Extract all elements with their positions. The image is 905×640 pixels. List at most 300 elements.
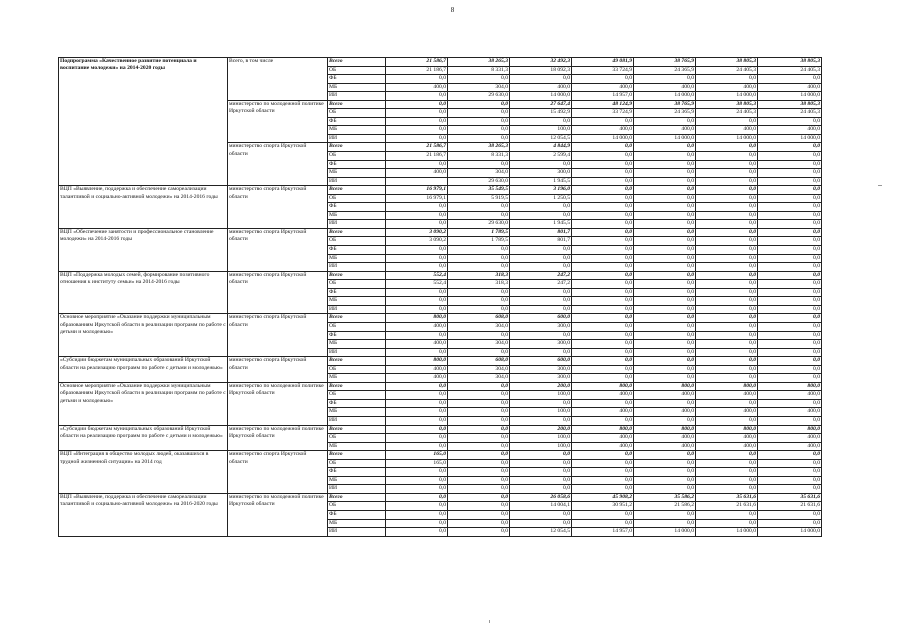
amount-cell: 8 331,3 (448, 66, 510, 75)
amount-cell: 0,0 (758, 160, 822, 169)
amount-cell: 0,0 (758, 510, 822, 519)
amount-cell: 0,0 (758, 246, 822, 255)
amount-cell: 0,0 (386, 160, 448, 169)
amount-cell: 1 250,5 (510, 194, 572, 203)
amount-cell: 300,0 (510, 169, 572, 178)
amount-cell: 0,0 (634, 374, 696, 383)
amount-cell: 0,0 (572, 237, 634, 246)
amount-cell: 14 000,0 (758, 134, 822, 143)
amount-cell: 300,0 (510, 322, 572, 331)
amount-cell: 38 805,3 (758, 100, 822, 109)
amount-cell: 0,0 (696, 340, 758, 349)
table-row (59, 271, 822, 280)
amount-cell: 400,0 (572, 126, 634, 135)
funding-source-cell: МБ (328, 211, 386, 220)
amount-cell: 0,0 (386, 391, 448, 400)
amount-cell: 100,0 (510, 391, 572, 400)
amount-cell: 800,0 (386, 357, 448, 366)
amount-cell: 21 186,7 (386, 152, 448, 161)
amount-cell: 45 908,2 (572, 493, 634, 502)
amount-cell: 0,0 (386, 416, 448, 425)
amount-cell: 0,0 (634, 280, 696, 289)
amount-cell: 0,0 (572, 451, 634, 460)
amount-cell: 14 000,0 (696, 92, 758, 101)
amount-cell: 0,0 (696, 160, 758, 169)
amount-cell: 0,0 (572, 186, 634, 195)
amount-cell: 0,0 (448, 134, 510, 143)
amount-cell: 0,0 (634, 211, 696, 220)
amount-cell: 0,0 (510, 117, 572, 126)
amount-cell: 24 405,3 (758, 109, 822, 118)
amount-cell: 0,0 (510, 75, 572, 84)
amount-cell: 0,0 (634, 357, 696, 366)
amount-cell: 0,0 (448, 100, 510, 109)
amount-cell: 0,0 (386, 348, 448, 357)
amount-cell: 318,3 (448, 280, 510, 289)
amount-cell: 0,0 (634, 169, 696, 178)
amount-cell: 400,0 (572, 442, 634, 451)
amount-cell: 0,0 (386, 211, 448, 220)
amount-cell: 0,0 (510, 399, 572, 408)
amount-cell: 0,0 (510, 348, 572, 357)
funding-source-cell: ФБ (328, 468, 386, 477)
amount-cell: 800,0 (696, 382, 758, 391)
amount-cell: 0,0 (386, 288, 448, 297)
amount-cell: 0,0 (510, 254, 572, 263)
amount-cell: 0,0 (386, 399, 448, 408)
amount-cell: 0,0 (758, 519, 822, 528)
amount-cell: 0,0 (386, 382, 448, 391)
amount-cell: 0,0 (510, 468, 572, 477)
funding-source-cell: МБ (328, 126, 386, 135)
amount-cell: 0,0 (510, 451, 572, 460)
amount-cell: 14 957,0 (572, 528, 634, 537)
amount-cell: 0,0 (448, 126, 510, 135)
amount-cell: 0,0 (696, 416, 758, 425)
amount-cell: 21 586,7 (386, 58, 448, 67)
amount-cell: 0,0 (386, 485, 448, 494)
amount-cell: 0,0 (386, 254, 448, 263)
program-name-cell: ВЦП «Поддержка молодых семей, формирование позитивного отношения к институту семьи» на 2014-2016 годы (59, 271, 228, 314)
amount-cell: 0,0 (758, 357, 822, 366)
table-row (59, 493, 822, 502)
amount-cell: 0,0 (634, 288, 696, 297)
table-row (59, 58, 822, 67)
amount-cell: 0,0 (696, 348, 758, 357)
funding-source-cell: Всего (328, 143, 386, 152)
funding-source-cell: МБ (328, 297, 386, 306)
funding-source-cell: Всего (328, 100, 386, 109)
funding-source-cell: ИИ (328, 416, 386, 425)
amount-cell: 0,0 (386, 408, 448, 417)
amount-cell: 0,0 (696, 177, 758, 186)
executor-cell: министерство по молодежной политике Иркутской области (228, 493, 328, 536)
amount-cell: 400,0 (758, 408, 822, 417)
funding-source-cell: ОБ (328, 459, 386, 468)
executor-cell: министерство спорта Иркутской области (228, 451, 328, 494)
amount-cell: 0,0 (386, 425, 448, 434)
amount-cell: 0,0 (696, 322, 758, 331)
amount-cell: 0,0 (510, 305, 572, 314)
amount-cell: 0,0 (758, 288, 822, 297)
amount-cell: 0,0 (448, 382, 510, 391)
amount-cell: 0,0 (758, 297, 822, 306)
amount-cell: 0,0 (696, 280, 758, 289)
amount-cell: 0,0 (448, 246, 510, 255)
amount-cell: 0,0 (448, 305, 510, 314)
amount-cell: 165,0 (386, 451, 448, 460)
amount-cell: 0,0 (696, 220, 758, 229)
amount-cell: 400,0 (386, 169, 448, 178)
amount-cell: 0,0 (386, 510, 448, 519)
amount-cell: 800,0 (572, 425, 634, 434)
amount-cell: 0,0 (696, 211, 758, 220)
program-name-cell: Основное мероприятие «Оказание поддержки муниципальным образованиям Иркутской области в реализации программ по работе с детьми и молодежью» (59, 314, 228, 357)
amount-cell: 0,0 (572, 177, 634, 186)
amount-cell: 29 630,0 (448, 177, 510, 186)
amount-cell: 801,7 (510, 237, 572, 246)
amount-cell: 0,0 (572, 314, 634, 323)
amount-cell: 0,0 (634, 143, 696, 152)
amount-cell: 0,0 (634, 152, 696, 161)
amount-cell: 400,0 (634, 391, 696, 400)
executor-cell: Всего, в том числе (228, 58, 328, 101)
table-row (59, 357, 822, 366)
amount-cell: 0,0 (448, 75, 510, 84)
amount-cell: 14 000,0 (572, 134, 634, 143)
amount-cell: 14 000,0 (696, 528, 758, 537)
funding-source-cell: Всего (328, 493, 386, 502)
amount-cell: 800,0 (386, 314, 448, 323)
amount-cell: 0,0 (634, 177, 696, 186)
amount-cell: 100,0 (510, 126, 572, 135)
funding-source-cell: ИИ (328, 92, 386, 101)
amount-cell: 0,0 (758, 228, 822, 237)
amount-cell: 0,0 (696, 485, 758, 494)
amount-cell: 0,0 (510, 476, 572, 485)
amount-cell: 0,0 (696, 288, 758, 297)
amount-cell: 800,0 (696, 425, 758, 434)
amount-cell: 0,0 (758, 263, 822, 272)
funding-source-cell: Всего (328, 451, 386, 460)
amount-cell: 5 919,5 (448, 194, 510, 203)
amount-cell: 0,0 (572, 160, 634, 169)
executor-cell: министерство по молодежной политике Иркутской области (228, 382, 328, 425)
amount-cell: 0,0 (696, 331, 758, 340)
amount-cell: 33 724,9 (572, 66, 634, 75)
amount-cell: 0,0 (510, 510, 572, 519)
funding-source-cell: ОБ (328, 391, 386, 400)
amount-cell: 24 405,3 (758, 66, 822, 75)
amount-cell: 400,0 (634, 434, 696, 443)
amount-cell: 0,0 (572, 203, 634, 212)
amount-cell: 0,0 (634, 416, 696, 425)
amount-cell: 0,0 (696, 314, 758, 323)
amount-cell: 304,0 (448, 83, 510, 92)
amount-cell: 24 365,9 (634, 109, 696, 118)
amount-cell: 0,0 (572, 322, 634, 331)
amount-cell: 304,0 (448, 322, 510, 331)
funding-source-cell: ФБ (328, 288, 386, 297)
amount-cell: 0,0 (572, 220, 634, 229)
funding-source-cell: ФБ (328, 399, 386, 408)
amount-cell: 400,0 (696, 126, 758, 135)
funding-source-cell: МБ (328, 519, 386, 528)
amount-cell: 21 586,2 (634, 502, 696, 511)
amount-cell: 0,0 (634, 476, 696, 485)
program-name-cell: Основное мероприятие «Оказание поддержки муниципальным образованиям Иркутской области в реализации программ по работе с детьми и молодежью» (59, 382, 228, 425)
amount-cell: 0,0 (448, 519, 510, 528)
amount-cell: 38 265,3 (448, 143, 510, 152)
amount-cell: 0,0 (758, 476, 822, 485)
amount-cell: 0,0 (634, 254, 696, 263)
amount-cell: 200,0 (510, 425, 572, 434)
amount-cell: 38 265,3 (448, 58, 510, 67)
amount-cell: 38 805,3 (696, 100, 758, 109)
amount-cell: 38 805,3 (696, 58, 758, 67)
amount-cell: 0,0 (696, 228, 758, 237)
funding-source-cell: ОБ (328, 194, 386, 203)
amount-cell: 0,0 (758, 211, 822, 220)
amount-cell: 0,0 (386, 297, 448, 306)
amount-cell: 400,0 (634, 126, 696, 135)
amount-cell: 0,0 (634, 322, 696, 331)
page-number: 8 (450, 6, 455, 14)
program-name-cell: ВЦП «Выявление, поддержка и обеспечение самореализации талантливой и социально-активной молодежи» на 2014-2016 годы (59, 186, 228, 229)
amount-cell: 27 647,4 (510, 100, 572, 109)
amount-cell: 0,0 (696, 297, 758, 306)
funding-source-cell: ОБ (328, 152, 386, 161)
amount-cell: 0,0 (696, 237, 758, 246)
funding-source-cell: ФБ (328, 203, 386, 212)
amount-cell: 0,0 (758, 254, 822, 263)
amount-cell: 0,0 (758, 271, 822, 280)
amount-cell: 0,0 (696, 271, 758, 280)
amount-cell: 0,0 (510, 246, 572, 255)
funding-source-cell: ОБ (328, 434, 386, 443)
amount-cell: 0,0 (696, 203, 758, 212)
table-row (59, 382, 822, 391)
funding-source-cell: МБ (328, 169, 386, 178)
amount-cell: 0,0 (758, 348, 822, 357)
amount-cell: 0,0 (448, 408, 510, 417)
funding-source-cell: МБ (328, 340, 386, 349)
amount-cell: 14 004,1 (510, 502, 572, 511)
amount-cell: 800,0 (758, 425, 822, 434)
amount-cell: 247,2 (510, 271, 572, 280)
amount-cell: 16 979,1 (386, 194, 448, 203)
funding-source-cell: Всего (328, 228, 386, 237)
funding-source-cell: ФБ (328, 246, 386, 255)
scan-mark (878, 185, 882, 186)
amount-cell: 0,0 (758, 459, 822, 468)
amount-cell: 12 054,5 (510, 528, 572, 537)
amount-cell: 165,0 (386, 459, 448, 468)
amount-cell: 0,0 (448, 288, 510, 297)
amount-cell: 38 765,9 (634, 100, 696, 109)
amount-cell: 0,0 (634, 331, 696, 340)
amount-cell: 0,0 (634, 117, 696, 126)
amount-cell: 49 081,9 (572, 58, 634, 67)
amount-cell: 0,0 (448, 468, 510, 477)
amount-cell: 0,0 (758, 237, 822, 246)
amount-cell: 0,0 (696, 169, 758, 178)
amount-cell: 0,0 (448, 211, 510, 220)
funding-source-cell: ФБ (328, 117, 386, 126)
amount-cell: 0,0 (758, 143, 822, 152)
amount-cell: 0,0 (634, 228, 696, 237)
amount-cell: 801,7 (510, 228, 572, 237)
funding-source-cell: ИИ (328, 177, 386, 186)
amount-cell: 0,0 (634, 220, 696, 229)
amount-cell: 0,0 (634, 485, 696, 494)
amount-cell: 400,0 (634, 408, 696, 417)
amount-cell: 0,0 (696, 186, 758, 195)
amount-cell: 0,0 (448, 331, 510, 340)
amount-cell: 0,0 (634, 399, 696, 408)
amount-cell: 0,0 (572, 75, 634, 84)
amount-cell: 0,0 (510, 288, 572, 297)
amount-cell: 304,0 (448, 365, 510, 374)
amount-cell: 0,0 (572, 459, 634, 468)
amount-cell: 0,0 (448, 203, 510, 212)
amount-cell: 0,0 (448, 254, 510, 263)
amount-cell: 0,0 (696, 194, 758, 203)
amount-cell: 16 979,1 (386, 186, 448, 195)
amount-cell: 0,0 (758, 374, 822, 383)
amount-cell: 600,0 (510, 357, 572, 366)
funding-source-cell: ИИ (328, 348, 386, 357)
funding-source-cell: ОБ (328, 365, 386, 374)
amount-cell: 0,0 (758, 194, 822, 203)
funding-source-cell: Всего (328, 314, 386, 323)
amount-cell: 35 631,6 (696, 493, 758, 502)
executor-cell: министерство спорта Иркутской области (228, 186, 328, 229)
amount-cell: 0,0 (572, 211, 634, 220)
funding-source-cell: ИИ (328, 305, 386, 314)
amount-cell: 0,0 (758, 485, 822, 494)
amount-cell: 0,0 (448, 434, 510, 443)
amount-cell: 0,0 (448, 109, 510, 118)
amount-cell: 1 945,5 (510, 220, 572, 229)
amount-cell: 0,0 (510, 459, 572, 468)
amount-cell: 0,0 (386, 220, 448, 229)
funding-source-cell: МБ (328, 254, 386, 263)
amount-cell: 30 951,2 (572, 502, 634, 511)
amount-cell: 0,0 (386, 493, 448, 502)
amount-cell: 0,0 (634, 271, 696, 280)
amount-cell: 0,0 (386, 476, 448, 485)
amount-cell: 35 631,6 (758, 493, 822, 502)
amount-cell: 0,0 (572, 357, 634, 366)
amount-cell: 14 000,0 (758, 92, 822, 101)
funding-source-cell: ОБ (328, 66, 386, 75)
funding-source-cell: МБ (328, 83, 386, 92)
amount-cell: 24 405,3 (696, 109, 758, 118)
amount-cell: 0,0 (758, 365, 822, 374)
amount-cell: 0,0 (386, 134, 448, 143)
executor-cell: министерство спорта Иркутской области (228, 143, 328, 186)
amount-cell: 400,0 (634, 442, 696, 451)
amount-cell: 21 186,7 (386, 66, 448, 75)
amount-cell: 0,0 (572, 305, 634, 314)
table-row (59, 186, 822, 195)
amount-cell: 800,0 (634, 425, 696, 434)
amount-cell: 800,0 (758, 382, 822, 391)
amount-cell: 0,0 (758, 186, 822, 195)
funding-source-cell: ФБ (328, 160, 386, 169)
amount-cell: 0,0 (448, 391, 510, 400)
amount-cell: 0,0 (448, 451, 510, 460)
amount-cell: 24 365,9 (634, 66, 696, 75)
amount-cell: 400,0 (634, 83, 696, 92)
amount-cell: 300,0 (510, 340, 572, 349)
amount-cell: 0,0 (448, 297, 510, 306)
amount-cell: 48 124,9 (572, 100, 634, 109)
amount-cell: 2 599,4 (510, 152, 572, 161)
amount-cell: 0,0 (696, 399, 758, 408)
amount-cell: 0,0 (758, 169, 822, 178)
amount-cell: 0,0 (448, 425, 510, 434)
amount-cell: 0,0 (572, 365, 634, 374)
amount-cell: 1 789,5 (448, 237, 510, 246)
amount-cell: 0,0 (448, 442, 510, 451)
amount-cell: 0,0 (572, 117, 634, 126)
amount-cell: 0,0 (572, 468, 634, 477)
funding-source-cell: ИИ (328, 220, 386, 229)
amount-cell: 318,3 (448, 271, 510, 280)
amount-cell: 0,0 (386, 75, 448, 84)
program-name-cell: «Субсидии бюджетам муниципальных образований Иркутской области на реализацию программ по работе с детьми и молодежью» (59, 357, 228, 383)
table-row (59, 451, 822, 460)
program-name-cell: Подпрограмма «Качественное развитие потенциала и воспитание молодежи» на 2014-2020 годы (59, 58, 228, 186)
amount-cell: 0,0 (448, 485, 510, 494)
amount-cell: 400,0 (758, 442, 822, 451)
amount-cell: 0,0 (758, 314, 822, 323)
funding-source-cell: ОБ (328, 322, 386, 331)
program-name-cell: ВЦП «Интеграция в общество молодых людей, оказавшихся в трудной жизненной ситуации» на 2014 год (59, 451, 228, 494)
amount-cell: 8 331,3 (448, 152, 510, 161)
amount-cell: 32 492,3 (510, 58, 572, 67)
amount-cell: 0,0 (758, 305, 822, 314)
amount-cell: 0,0 (448, 476, 510, 485)
program-name-cell: «Субсидии бюджетам муниципальных образований Иркутской области на реализацию программ по работе с детьми и молодежью» (59, 425, 228, 451)
funding-source-cell: ФБ (328, 510, 386, 519)
funding-source-cell: ОБ (328, 237, 386, 246)
amount-cell: 35 586,2 (634, 493, 696, 502)
amount-cell: 0,0 (572, 280, 634, 289)
amount-cell: 200,0 (510, 382, 572, 391)
amount-cell: 600,0 (510, 314, 572, 323)
amount-cell: 0,0 (510, 263, 572, 272)
amount-cell: 0,0 (696, 143, 758, 152)
funding-source-cell: Всего (328, 271, 386, 280)
amount-cell: 0,0 (448, 399, 510, 408)
amount-cell: 3 090,2 (386, 228, 448, 237)
amount-cell: 29 630,0 (448, 220, 510, 229)
amount-cell: 100,0 (510, 408, 572, 417)
amount-cell: 0,0 (696, 75, 758, 84)
amount-cell: 0,0 (448, 459, 510, 468)
amount-cell: 0,0 (634, 365, 696, 374)
amount-cell: 0,0 (448, 348, 510, 357)
amount-cell: 0,0 (386, 331, 448, 340)
amount-cell: 0,0 (696, 510, 758, 519)
amount-cell: 100,0 (510, 434, 572, 443)
amount-cell: 1 789,5 (448, 228, 510, 237)
funding-source-cell: ОБ (328, 502, 386, 511)
amount-cell: 0,0 (572, 143, 634, 152)
